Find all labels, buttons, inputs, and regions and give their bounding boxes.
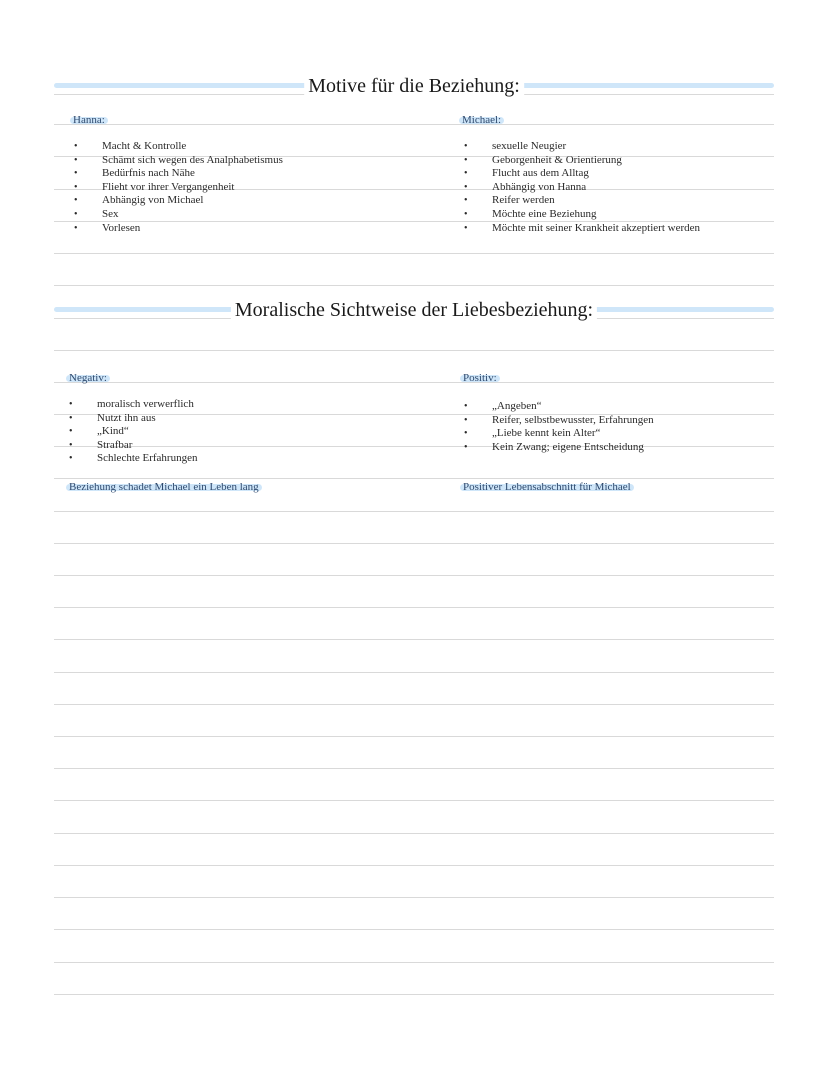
list-item	[462, 208, 700, 222]
list-item	[67, 398, 197, 412]
rule-line	[54, 768, 774, 769]
label-highlight	[460, 480, 634, 494]
list-item-text: Möchte mit seiner Krankheit akzeptiert werden	[492, 221, 701, 234]
bullet-icon: •	[74, 154, 78, 166]
list-item-text: Abhängig von Michael	[102, 194, 204, 207]
rule-line	[54, 865, 774, 866]
rule-line	[54, 124, 774, 125]
negativ-label	[66, 371, 110, 385]
rule-line	[54, 672, 774, 673]
rule-line	[54, 478, 774, 479]
bullet-icon: •	[464, 222, 468, 234]
rule-line	[54, 607, 774, 608]
list-item	[462, 441, 654, 455]
list-item-text: „Angeben“	[492, 400, 542, 412]
list-item	[72, 140, 283, 154]
list-item-text: Flucht aus dem Alltag	[492, 167, 589, 180]
bullet-icon: •	[464, 181, 468, 193]
rule-line	[54, 800, 774, 801]
positiv-conclusion-text: Positiver Lebensabschnitt für Michael	[463, 481, 631, 493]
list-item-text: Strafbar	[97, 438, 133, 451]
bullet-icon: •	[69, 399, 73, 410]
list-item	[72, 222, 283, 236]
bullet-icon: •	[74, 222, 78, 234]
list-item	[462, 427, 654, 441]
list-item-text: Reifer werden	[492, 194, 555, 207]
bullet-icon: •	[74, 181, 78, 193]
bullet-icon: •	[464, 414, 468, 426]
rule-line	[54, 704, 774, 705]
rule-line	[54, 736, 774, 737]
positiv-label-text: Positiv:	[463, 372, 497, 384]
label-highlight	[66, 371, 110, 385]
list-item-text: Sex	[102, 207, 119, 220]
list-item-text: „Kind“	[97, 425, 129, 438]
list-item	[462, 167, 700, 181]
rule-line	[54, 833, 774, 834]
michael-label-text: Michael:	[462, 114, 502, 126]
rule-line	[54, 962, 774, 963]
bullet-icon: •	[74, 141, 78, 152]
list-item	[72, 154, 283, 168]
list-item	[462, 154, 700, 168]
list-item-text: moralisch verwerflich	[97, 398, 194, 410]
bullet-icon: •	[464, 168, 468, 180]
list-item-text: Bedürfnis nach Nähe	[102, 167, 195, 180]
list-item-text: Kein Zwang; eigene Entscheidung	[492, 440, 644, 453]
positiv-label	[460, 371, 500, 385]
bullet-icon: •	[69, 412, 73, 424]
bullet-icon: •	[74, 195, 78, 207]
rule-line	[54, 575, 774, 576]
list-item-text: Reifer, selbstbewusster, Erfahrungen	[492, 413, 654, 426]
rule-line	[54, 994, 774, 995]
section-moral-heading	[54, 298, 774, 322]
rule-line	[54, 253, 774, 254]
positiv-conclusion	[460, 480, 634, 494]
list-item-text: Schlechte Erfahrungen	[97, 452, 198, 465]
label-highlight	[70, 113, 108, 127]
rule-line	[54, 929, 774, 930]
list-item	[462, 222, 700, 236]
rule-line	[54, 511, 774, 512]
bullet-icon: •	[464, 208, 468, 220]
label-highlight	[459, 113, 504, 127]
hanna-label	[70, 113, 108, 127]
list-item-text: Möchte eine Beziehung	[492, 207, 597, 220]
list-item-text: Flieht vor ihrer Vergangenheit	[102, 180, 235, 193]
list-item	[67, 452, 197, 466]
list-item-text: Abhängig von Hanna	[492, 180, 587, 193]
hanna-motives-list	[72, 140, 283, 235]
rule-line	[54, 350, 774, 351]
michael-motives-list	[462, 140, 700, 235]
negativ-list	[67, 398, 197, 466]
list-item	[462, 414, 654, 428]
list-item	[72, 181, 283, 195]
list-item	[67, 425, 197, 439]
list-item	[72, 208, 283, 222]
list-item-text: Geborgenheit & Orientierung	[492, 153, 622, 166]
list-item-text: „Liebe kennt kein Alter“	[492, 427, 601, 440]
negativ-conclusion-text: Beziehung schadet Michael ein Leben lang	[69, 481, 259, 493]
positiv-list	[462, 400, 654, 454]
hanna-label-text: Hanna:	[73, 114, 105, 126]
rule-line	[54, 639, 774, 640]
list-item-text: sexuelle Neugier	[492, 140, 567, 152]
list-item	[462, 400, 654, 414]
michael-label	[459, 113, 504, 127]
label-highlight	[460, 371, 500, 385]
rule-line	[54, 543, 774, 544]
negativ-conclusion	[66, 480, 262, 494]
rule-line	[54, 382, 774, 383]
bullet-icon: •	[464, 441, 468, 453]
bullet-icon: •	[74, 168, 78, 180]
bullet-icon: •	[464, 195, 468, 207]
list-item	[67, 439, 197, 453]
bullet-icon: •	[464, 154, 468, 166]
label-highlight	[66, 480, 262, 494]
bullet-icon: •	[464, 141, 468, 152]
list-item	[462, 194, 700, 208]
section-title: Moralische Sichtweise der Liebesbeziehung:	[231, 298, 597, 322]
bullet-icon: •	[69, 439, 73, 451]
bullet-icon: •	[464, 428, 468, 440]
bullet-icon: •	[69, 426, 73, 438]
list-item-text: Nutzt ihn aus	[97, 411, 156, 424]
list-item-text: Macht & Kontrolle	[102, 140, 187, 152]
rule-line	[54, 897, 774, 898]
list-item-text: Schämt sich wegen des Analphabetismus	[102, 153, 283, 166]
list-item	[67, 412, 197, 426]
rule-line	[54, 285, 774, 286]
list-item	[72, 194, 283, 208]
list-item	[72, 167, 283, 181]
list-item	[462, 140, 700, 154]
list-item-text: Vorlesen	[102, 221, 141, 234]
section-title: Motive für die Beziehung:	[304, 74, 524, 98]
bullet-icon: •	[74, 208, 78, 220]
bullet-icon: •	[69, 453, 73, 465]
bullet-icon: •	[464, 401, 468, 412]
negativ-label-text: Negativ:	[69, 372, 107, 384]
list-item	[462, 181, 700, 195]
section-motive-heading	[54, 74, 774, 98]
